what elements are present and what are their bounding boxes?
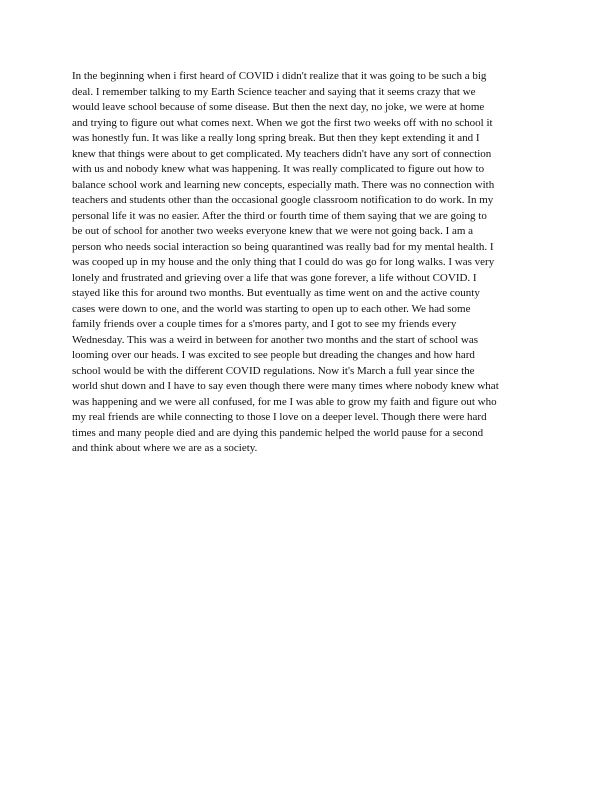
paragraph-line: was happening and we were all confused, for me I was able to grow my faith and figure out who — [72, 395, 497, 408]
paragraph-line: teachers and students other than the occasional google classroom notification to do work. In my — [72, 194, 494, 206]
paragraph-line: and think about where we are as a society. — [72, 442, 258, 454]
paragraph-line: cases were down to one, and the world was starting to open up to each other. We had some — [72, 302, 471, 315]
essay-paragraph — [72, 69, 542, 457]
paragraph-line: my real friends are while connecting to those I love on a deeper level. Though there were hard — [72, 411, 487, 423]
paragraph-line: deal. I remember talking to my Earth Science teacher and saying that it seems crazy that we — [72, 85, 476, 98]
paragraph-line: stayed like this for around two months. But eventually as time went on and the active county — [72, 287, 480, 299]
paragraph-line: knew that things were about to get complicated. My teachers didn't have any sort of connection — [72, 147, 492, 160]
paragraph-line: would leave school because of some disease. But then the next day, no joke, we were at home — [72, 101, 485, 113]
paragraph-line: lonely and frustrated and grieving over a life that was gone forever, a life without COVID. I — [72, 271, 477, 284]
paragraph-line: looming over our heads. I was excited to see people but dreading the changes and how hard — [72, 349, 475, 361]
paragraph-line: world shut down and I have to say even though there were many times where nobody knew what — [72, 380, 499, 392]
paragraph-line: was honestly fun. It was like a really long spring break. But then they kept extending it and I — [72, 132, 480, 144]
paragraph-line: In the beginning when i first heard of COVID i didn't realize that it was going to be such a big — [72, 70, 487, 82]
paragraph-line: with us and nobody knew what was happening. It was really complicated to figure out how to — [72, 163, 485, 175]
paragraph-line: school would be with the different COVID regulations. Now it's March a full year since the — [72, 364, 475, 377]
paragraph-line: person who needs social interaction so being quarantined was really bad for my mental health. I — [72, 240, 494, 253]
paragraph-line: and trying to figure out what comes next. When we got the first two weeks off with no school it — [72, 116, 493, 129]
paragraph-line: Wednesday. This was a weird in between for another two months and the start of school was — [72, 333, 479, 346]
paragraph-line: balance school work and learning new concepts, especially math. There was no connection with — [72, 178, 495, 191]
paragraph-line: times and many people died and are dying this pandemic helped the world pause for a second — [72, 426, 484, 439]
paragraph-line: be out of school for another two weeks everyone knew that we were not going back. I am a — [72, 225, 474, 237]
paragraph-line: personal life it was no easier. After the third or fourth time of them saying that we are going to — [72, 209, 487, 222]
paragraph-line: family friends over a couple times for a s'mores party, and I got to see my friends every — [72, 318, 457, 330]
paragraph-line: was cooped up in my house and the only thing that I could do was go for long walks. I was very — [72, 256, 495, 268]
